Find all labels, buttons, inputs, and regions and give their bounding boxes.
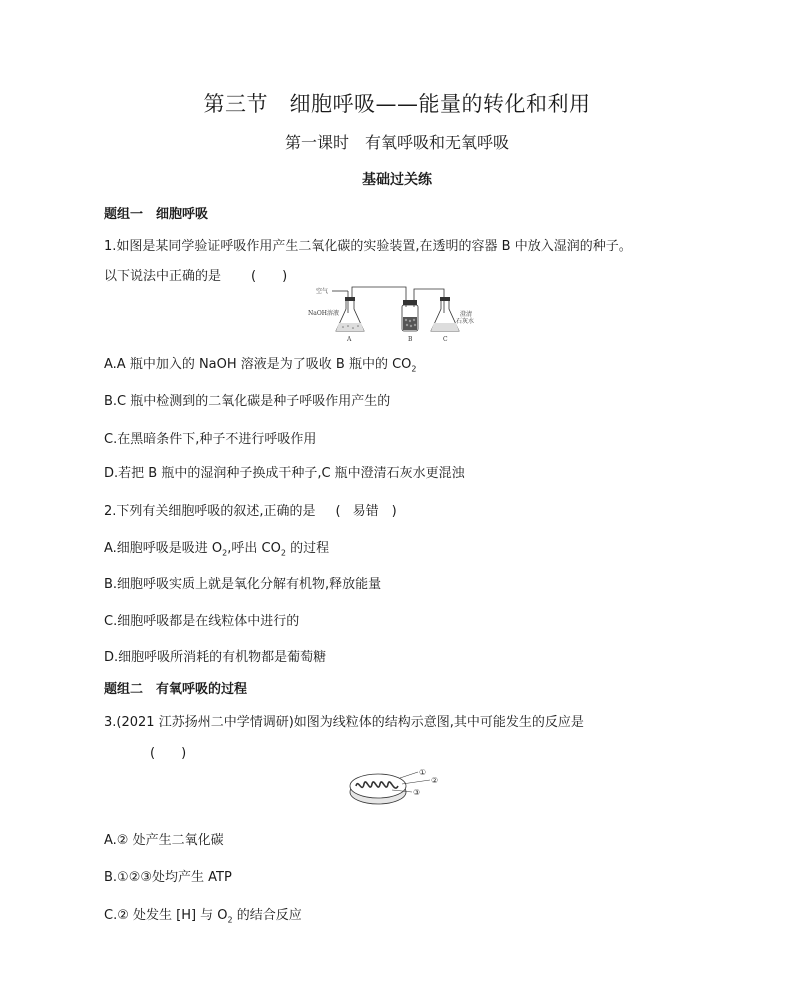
- q3-option-a: A.② 处产生二氧化碳: [104, 833, 224, 848]
- q3-option-c: [104, 904, 302, 925]
- marker-1: ①: [419, 768, 427, 777]
- lesson-subtitle: 第一课时 有氧呼吸和无氧呼吸: [284, 133, 509, 152]
- q3-option-c-subscript: 2: [227, 915, 233, 925]
- section-heading: 基础过关练: [362, 172, 432, 188]
- limewater-label-2: 石灰水: [456, 318, 475, 325]
- page-title: 第三节 细胞呼吸——能量的转化和利用: [203, 92, 591, 116]
- flask-c-stopper: [440, 297, 450, 301]
- marker-2: ②: [431, 776, 439, 785]
- q2-option-a-part3: 的过程: [285, 541, 330, 556]
- air-label: 空气: [316, 288, 329, 295]
- q1-answer-bracket: ( ): [251, 269, 288, 284]
- q3-answer-bracket: ( ): [150, 746, 187, 761]
- q1-option-c: C.在黑暗条件下,种子不进行呼吸作用: [104, 432, 317, 447]
- q2-option-a-part1: A.细胞呼吸是吸进 O: [104, 541, 223, 556]
- label-c: C: [443, 336, 448, 343]
- q2-option-a-sub2: 2: [280, 548, 286, 558]
- q2-answer-bracket: ( 易错 ): [335, 504, 397, 519]
- q3-option-c-part2: 的结合反应: [232, 908, 302, 923]
- bottle-b-stopper: [403, 300, 417, 305]
- co2-apparatus-diagram: [306, 283, 506, 345]
- q1-option-b: B.C 瓶中检测到的二氧化碳是种子呼吸作用产生的: [104, 394, 391, 409]
- q1-option-a: [104, 353, 417, 374]
- q1-stem-line2: [104, 265, 287, 284]
- q1-option-d: D.若把 B 瓶中的湿润种子换成干种子,C 瓶中澄清石灰水更混浊: [104, 466, 465, 481]
- q3-option-b: B.①②③处均产生 ATP: [104, 870, 232, 885]
- group-two-heading: 题组二 有氧呼吸的过程: [104, 682, 248, 697]
- q2-option-d: D.细胞呼吸所消耗的有机物都是葡萄糖: [104, 650, 327, 665]
- q1-option-a-subscript: 2: [411, 364, 417, 374]
- q3-option-c-part1: C.② 处发生 [H] 与 O: [104, 908, 228, 923]
- label-a: A: [347, 336, 352, 343]
- q2-stem-text: 2.下列有关细胞呼吸的叙述,正确的是: [104, 504, 316, 519]
- marker-3: ③: [413, 788, 421, 797]
- flask-a-stopper: [345, 297, 355, 301]
- group-one-heading: 题组一 细胞呼吸: [104, 207, 209, 222]
- mitochondrion-diagram: [346, 766, 446, 808]
- q2-option-a-sub1: 2: [222, 548, 228, 558]
- q2-option-a-part2: ,呼出 CO: [227, 541, 281, 556]
- q2-option-c: C.细胞呼吸都是在线粒体中进行的: [104, 614, 300, 629]
- naoh-label: NaOH溶液: [308, 310, 339, 317]
- q2-tag: 易错: [352, 504, 379, 519]
- q2-stem-line: [104, 500, 397, 519]
- q2-option-b: B.细胞呼吸实质上就是氧化分解有机物,释放能量: [104, 577, 382, 592]
- limewater-label-1: 澄清: [460, 311, 473, 318]
- q1-stem-line1: 1.如图是某同学验证呼吸作用产生二氧化碳的实验装置,在透明的容器 B 中放入湿润的种子。: [104, 239, 632, 254]
- q1-stem-text: 以下说法中正确的是: [104, 269, 222, 284]
- q1-option-a-text: A.A 瓶中加入的 NaOH 溶液是为了吸收 B 瓶中的 CO: [104, 357, 412, 372]
- q3-stem-line: 3.(2021 江苏扬州二中学情调研)如图为线粒体的结构示意图,其中可能发生的反应是: [104, 715, 584, 730]
- wet-seeds: [403, 317, 417, 330]
- q2-option-a: [104, 537, 329, 558]
- label-b: B: [408, 336, 413, 343]
